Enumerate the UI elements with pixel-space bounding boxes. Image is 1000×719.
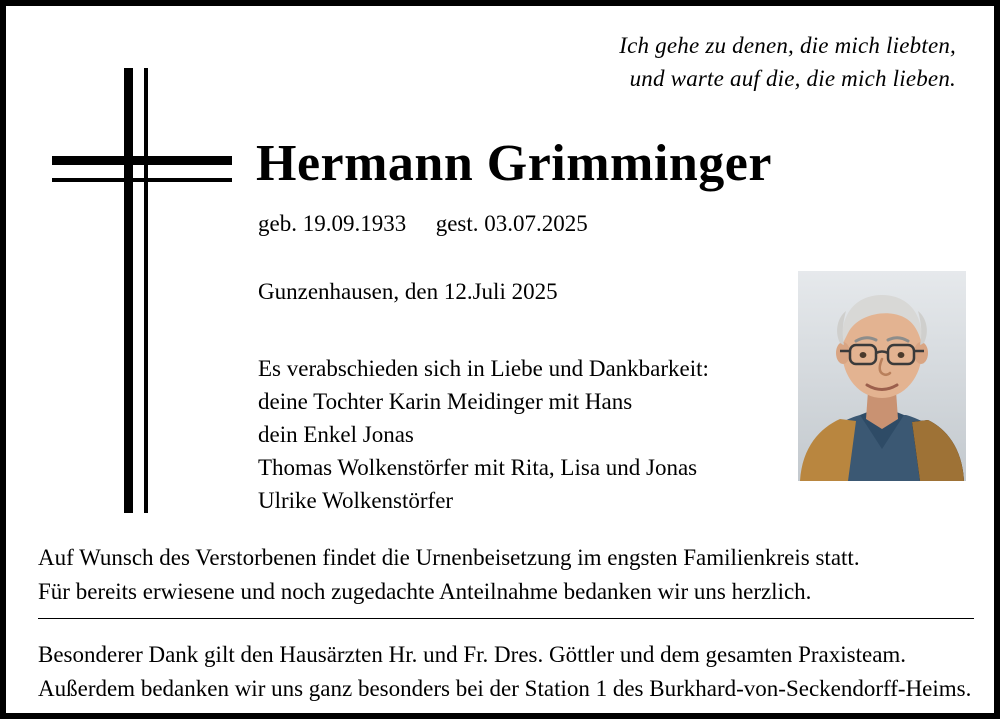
mourner-line: dein Enkel Jonas: [258, 421, 414, 447]
portrait-photo: [798, 271, 966, 481]
cross-icon: [52, 68, 232, 513]
thanks-note-line: Besonderer Dank gilt den Hausärzten Hr. und Fr. Dres. Göttler und dem gesamten Praxisteam.: [38, 642, 907, 667]
motto-quote: [619, 30, 956, 95]
section-divider: [38, 618, 974, 619]
deceased-name: Hermann Grimminger: [256, 135, 772, 192]
cross-vertical-bar-thin: [144, 68, 148, 513]
cross-vertical-bar: [124, 68, 133, 513]
portrait-illustration: [798, 271, 966, 481]
funeral-note: [38, 541, 860, 609]
mourner-line: Thomas Wolkenstörfer mit Rita, Lisa und Jonas: [258, 454, 698, 480]
life-dates: [258, 211, 588, 237]
thanks-note: [38, 638, 971, 706]
mourners-intro: Es verabschieden sich in Liebe und Dankbarkeit:: [258, 356, 709, 381]
motto-line-1: Ich gehe zu denen, die mich liebten,: [619, 33, 956, 58]
funeral-note-line: Auf Wunsch des Verstorbenen findet die Urnenbeisetzung im engsten Familienkreis statt.: [38, 545, 860, 570]
birth-date: geb. 19.09.1933: [258, 211, 407, 236]
death-date: gest. 03.07.2025: [435, 211, 588, 236]
cross-horizontal-bar-thin: [52, 178, 232, 182]
thanks-note-line: Außerdem bedanken wir uns ganz besonders bei der Station 1 des Burkhard-von-Seckendorff-Heims.: [38, 676, 972, 702]
mourner-line: Ulrike Wolkenstörfer: [258, 487, 454, 513]
cross-horizontal-bar: [52, 156, 232, 165]
funeral-note-line: Für bereits erwiesene und noch zugedachte Anteilnahme bedanken wir uns herzlich.: [38, 579, 812, 605]
mourner-line: deine Tochter Karin Meidinger mit Hans: [258, 388, 633, 414]
mourners-block: [258, 353, 709, 517]
place-and-date: Gunzenhausen, den 12.Juli 2025: [258, 279, 558, 304]
motto-line-2: und warte auf die, die mich lieben.: [629, 65, 956, 91]
